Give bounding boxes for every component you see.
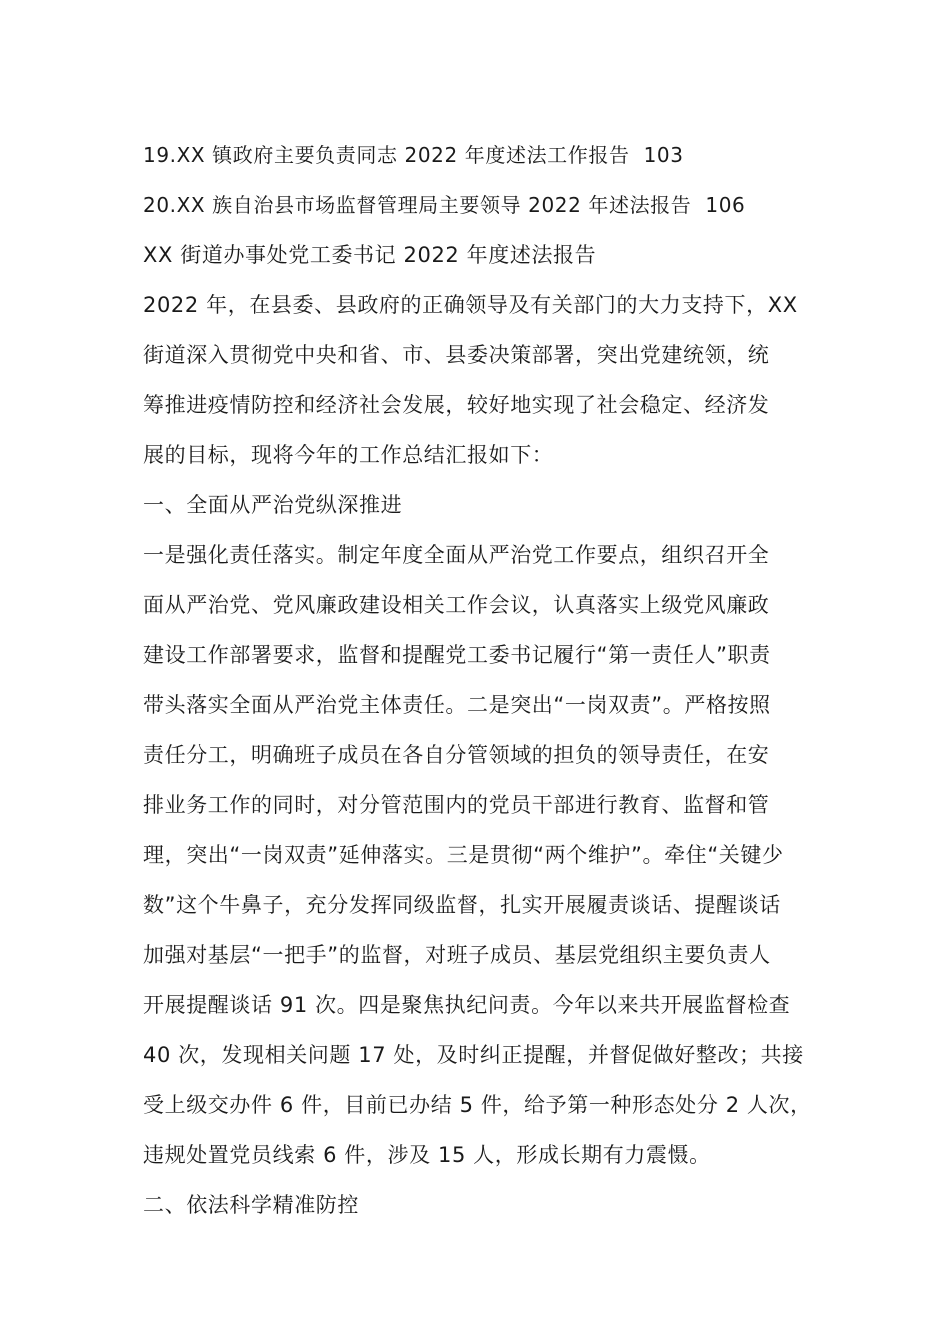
paragraph-line: 责任分工，明确班子成员在各自分管领域的担负的领导责任，在安 (143, 743, 770, 767)
document-content (143, 130, 833, 1230)
section-heading: 二、依法科学精准防控 (143, 1193, 359, 1217)
paragraph-line: 受上级交办件 6 件，目前已办结 5 件，给予第一种形态处分 2 人次， (143, 1093, 812, 1117)
paragraph-line: 开展提醒谈话 91 次。四是聚焦执纪问责。今年以来共开展监督检查 (143, 993, 791, 1017)
paragraph-line: 一是强化责任落实。制定年度全面从严治党工作要点，组织召开全 (143, 543, 770, 567)
paragraph-line: 排业务工作的同时，对分管范围内的党员干部进行教育、监督和管 (143, 793, 770, 817)
paragraph-line: 数”这个牛鼻子，充分发挥同级监督，扎实开展履责谈话、提醒谈话 (143, 893, 781, 917)
toc-entry (143, 180, 833, 230)
paragraph-line: 2022 年，在县委、县政府的正确领导及有关部门的大力支持下，XX (143, 293, 798, 317)
document-title: XX 街道办事处党工委书记 2022 年度述法报告 (143, 243, 597, 267)
paragraph-line: 建设工作部署要求，监督和提醒党工委书记履行“第一责任人”职责 (143, 643, 771, 667)
paragraph-line: 带头落实全面从严治党主体责任。二是突出“一岗双责”。严格按照 (143, 693, 771, 717)
toc-entry-page: 103 (643, 143, 684, 167)
toc-entry-title: 19.XX 镇政府主要负责同志 2022 年度述法工作报告 (143, 143, 630, 167)
paragraph-line: 违规处置党员线索 6 件，涉及 15 人，形成长期有力震慑。 (143, 1143, 711, 1167)
paragraph-line: 展的目标，现将今年的工作总结汇报如下： (143, 443, 554, 467)
toc-entry-title: 20.XX 族自治县市场监督管理局主要领导 2022 年述法报告 (143, 193, 692, 217)
paragraph-line: 街道深入贯彻党中央和省、市、县委决策部署，突出党建统领，统 (143, 343, 770, 367)
toc-entry-page: 106 (705, 193, 746, 217)
paragraph-line: 面从严治党、党风廉政建设相关工作会议，认真落实上级党风廉政 (143, 593, 770, 617)
paragraph-line: 40 次，发现相关问题 17 处，及时纠正提醒，并督促做好整改；共接 (143, 1043, 804, 1067)
toc-entry (143, 130, 833, 180)
paragraph-line: 理，突出“一岗双责”延伸落实。三是贯彻“两个维护”。牵住“关键少 (143, 843, 784, 867)
paragraph-line: 加强对基层“一把手”的监督，对班子成员、基层党组织主要负责人 (143, 943, 771, 967)
section-heading: 一、全面从严治党纵深推进 (143, 493, 403, 517)
paragraph-line: 筹推进疫情防控和经济社会发展，较好地实现了社会稳定、经济发 (143, 393, 770, 417)
